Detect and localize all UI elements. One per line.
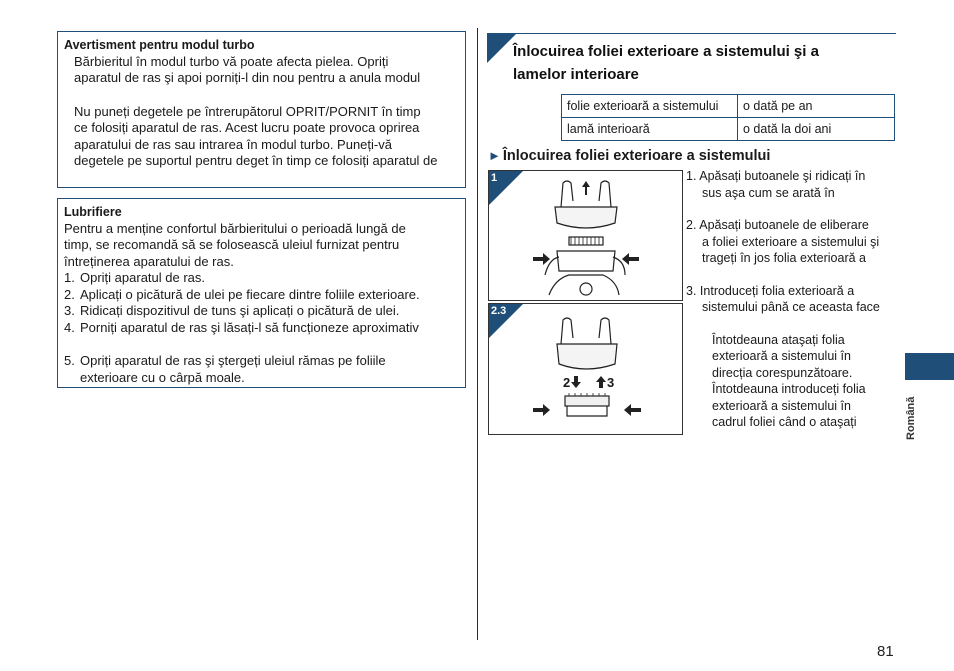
language-label: Română — [905, 396, 917, 440]
instruction-line: trageți în jos folia exterioară a — [702, 251, 866, 265]
lubrication-step: 1. Opriți aparatul de ras. — [64, 270, 206, 285]
warning-title: Avertisment pentru modul turbo — [64, 38, 255, 52]
lubrication-title: Lubrifiere — [64, 205, 122, 219]
instruction-step: 1. Apăsați butoanele şi ridicați în — [686, 169, 866, 183]
figure-step-number: 3 — [607, 375, 615, 390]
language-tab-marker — [905, 353, 954, 380]
figure-label: 1 — [491, 172, 498, 184]
instruction-step: 3. Introduceți folia exterioară a — [686, 283, 855, 298]
figure-label: 2.3 — [491, 305, 507, 317]
instruction-note-line: Întotdeauna ataşați folia — [712, 332, 845, 347]
lubrication-intro-line: timp, se recomandă să se folosească uleiul furnizat pentru — [64, 237, 400, 252]
table-cell: folie exterioară a sistemului — [562, 95, 738, 118]
warning-line: degetele pe suportul pentru deget în timp ce folosiți aparatul de — [74, 153, 438, 168]
instruction-step: 2. Apăsați butoanele de eliberare — [686, 218, 869, 232]
instruction-line: a foliei exterioare a sistemului şi — [702, 234, 880, 249]
instruction-note-line: cadrul foliei când o ataşați — [712, 415, 857, 429]
turbo-warning-box — [57, 31, 466, 188]
instruction-note-line: exterioară a sistemului în — [712, 398, 851, 413]
instruction-note-line: direcția corespunzătoare. — [712, 365, 853, 380]
replacement-instructions — [686, 168, 896, 431]
table-row — [562, 95, 895, 118]
triangle-arrow-icon: ► — [488, 148, 501, 163]
lubrication-step: 4. Porniți aparatul de ras şi lăsați-l să funcționeze aproximativ — [64, 319, 419, 335]
lubrication-step: 2. Aplicați o picătură de ulei pe fiecare dintre foliile exterioare. — [64, 286, 420, 302]
figure-step-number: 2 — [563, 375, 571, 390]
instruction-line: sus aşa cum se arată în — [702, 185, 835, 200]
section-title: Înlocuirea foliei exterioare a sistemului şi a lamelor interioare — [513, 43, 819, 83]
figure-step-2-3 — [488, 303, 683, 435]
instruction-note-line: Întotdeauna introduceți folia — [712, 382, 866, 396]
lubrication-step-5 — [64, 353, 459, 386]
instruction-line: sistemului până ce aceasta face — [702, 300, 880, 314]
warning-line: Bărbieritul în modul turbo vă poate afecta pielea. Opriți — [74, 53, 389, 69]
warning-line: ce folosiți aparatul de ras. Acest lucru poate provoca oprirea — [74, 120, 420, 135]
replacement-schedule-table — [561, 94, 895, 141]
table-cell: o dată pe an — [738, 95, 895, 118]
table-row — [562, 118, 895, 141]
warning-line: aparatul de ras şi apoi porniți-l din nou pentru a anula modul — [74, 70, 421, 85]
column-divider — [477, 28, 478, 640]
lubrication-intro-line: întreținerea aparatului de ras. — [64, 253, 234, 269]
subsection-title: ► Înlocuirea foliei exterioare a sistemului — [488, 148, 771, 164]
table-cell: lamă interioară — [562, 118, 738, 141]
figure-step-1 — [488, 170, 683, 301]
warning-line: Nu puneți degetele pe întrerupătorul OPRIT/PORNIT în timp — [74, 103, 421, 119]
page-number: 81 — [877, 643, 894, 660]
warning-line: aparatului de ras sau intrarea în modul turbo. Puneți-vă — [74, 136, 392, 152]
table-cell: o dată la doi ani — [738, 118, 895, 141]
section-rule — [487, 33, 896, 34]
lubrication-steps — [64, 270, 459, 336]
lubrication-step: 3. Ridicați dispozitivul de tuns şi aplicați o picătură de ulei. — [64, 303, 400, 318]
lubrication-intro-line: Pentru a menține confortul bărbieritului o perioadă lungă de — [64, 220, 406, 236]
instruction-note-line: exterioară a sistemului în — [712, 349, 851, 363]
lubrication-box — [57, 198, 466, 388]
lubrication-step: 5. Opriți aparatul de ras şi ştergeți uleiul rămas pe foliile exterioare cu o cârpă moale. — [64, 353, 386, 385]
